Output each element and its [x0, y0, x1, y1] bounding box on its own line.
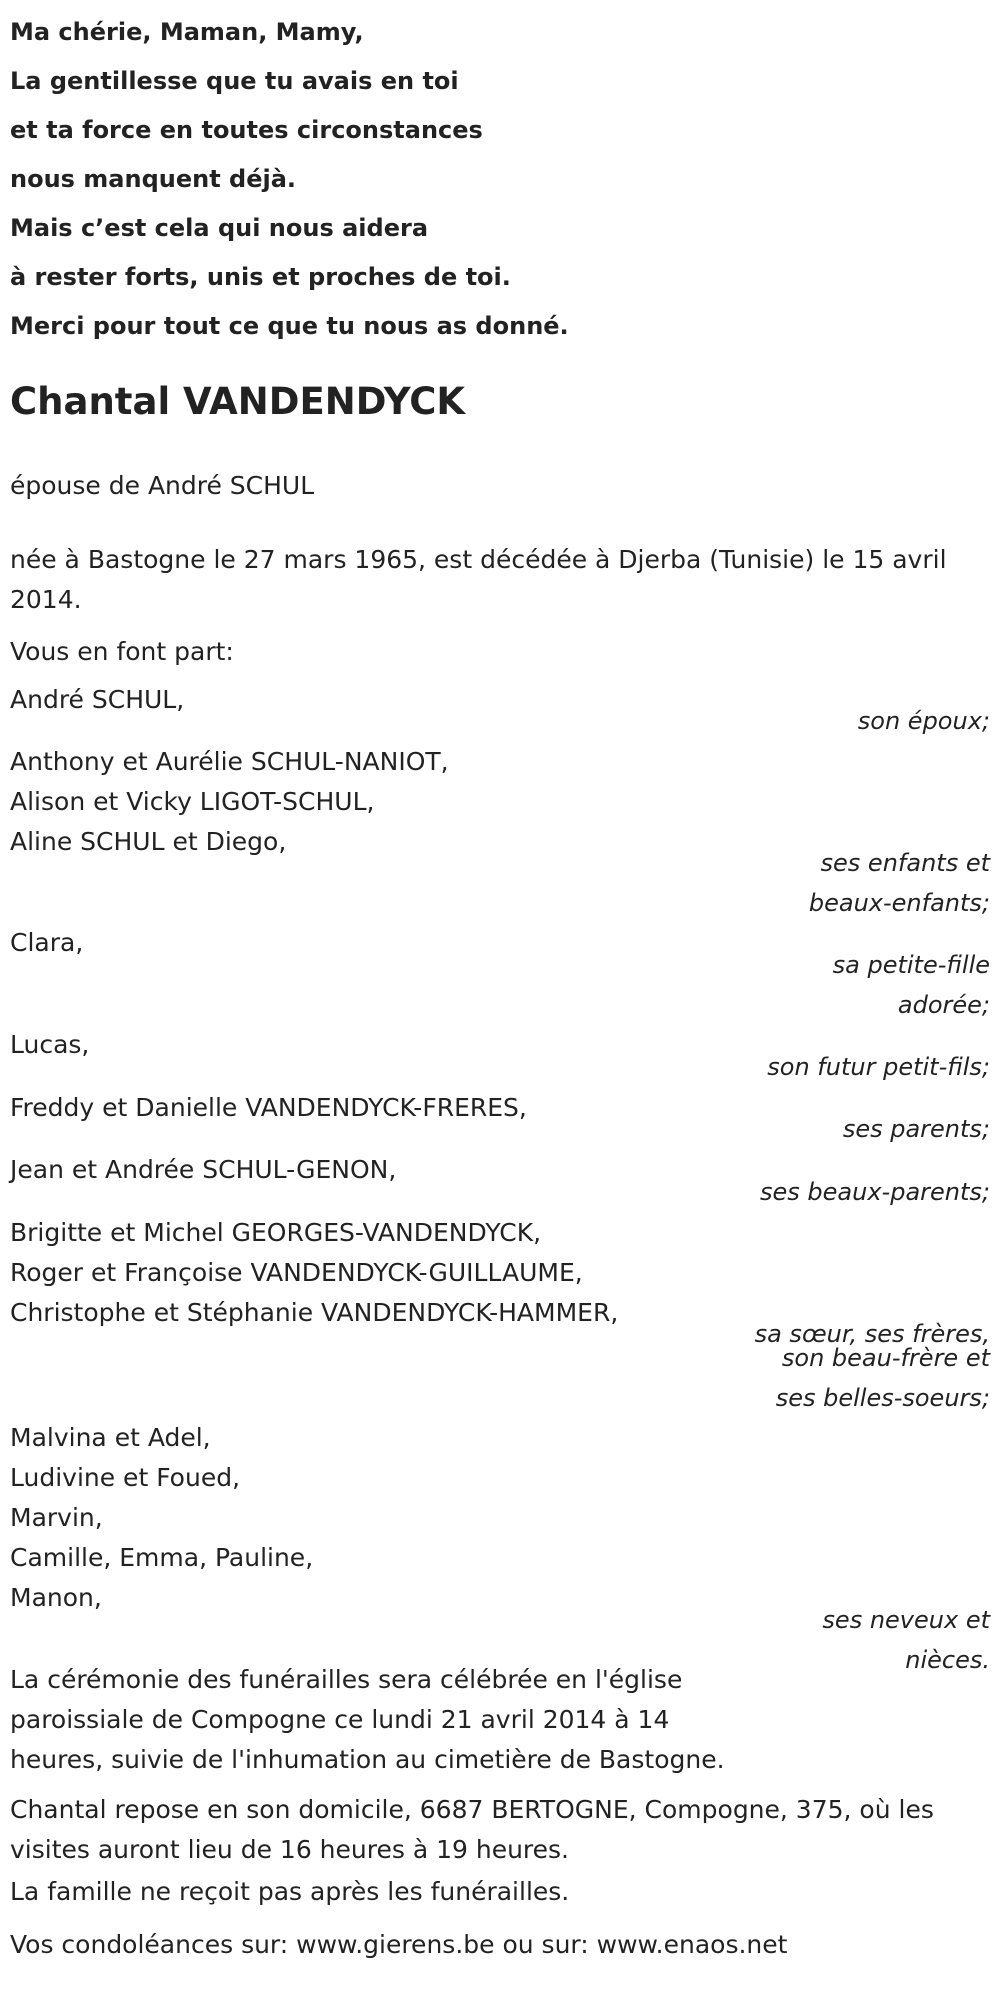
relation-label: son beau-frère et: [781, 1344, 990, 1372]
family-note: La famille ne reçoit pas après les funérailles.: [10, 1877, 570, 1906]
family-name-line: Lucas,: [10, 1030, 90, 1059]
poem-line: et ta force en toutes circonstances: [10, 116, 483, 144]
relation-label: ses beaux-parents;: [760, 1178, 990, 1206]
relation-label: beaux-enfants;: [808, 889, 990, 917]
relation-label: ses enfants et: [820, 849, 990, 877]
family-name-line: Freddy et Danielle VANDENDYCK-FRERES,: [10, 1093, 527, 1122]
family-name-line: Anthony et Aurélie SCHUL-NANIOT,: [10, 747, 449, 776]
relation-label: son époux;: [857, 707, 990, 735]
relation-label: son futur petit-fils;: [767, 1053, 990, 1081]
family-name-line: Jean et Andrée SCHUL-GENON,: [10, 1155, 397, 1184]
family-name-line: Alison et Vicky LIGOT-SCHUL,: [10, 787, 375, 816]
family-name-line: Clara,: [10, 928, 84, 957]
poem-line: La gentillesse que tu avais en toi: [10, 67, 459, 95]
spouse-line: épouse de André SCHUL: [10, 471, 315, 500]
relation-label: sa sœur, ses frères,: [754, 1320, 990, 1348]
announcement-text: Vous en font part:: [10, 637, 234, 666]
relation-label: sa petite-fille: [832, 951, 990, 979]
family-name-line: Aline SCHUL et Diego,: [10, 827, 287, 856]
rest-text: Chantal repose en son domicile, 6687 BERTOGNE, Compogne, 375, où les visites auront lieu de 16 heures à 19 heures.: [10, 1795, 934, 1864]
family-name-line: Ludivine et Foued,: [10, 1463, 241, 1492]
family-name-line: Roger et Françoise VANDENDYCK-GUILLAUME,: [10, 1258, 583, 1287]
relation-label: ses parents;: [842, 1115, 990, 1143]
family-name-line: André SCHUL,: [10, 685, 185, 714]
family-name-line: Brigitte et Michel GEORGES-VANDENDYCK,: [10, 1218, 542, 1247]
family-name-line: Manon,: [10, 1583, 102, 1612]
poem-line: Mais c’est cela qui nous aidera: [10, 214, 429, 242]
family-name-line: Marvin,: [10, 1503, 103, 1532]
relation-label: nièces.: [905, 1646, 990, 1674]
family-name-line: Camille, Emma, Pauline,: [10, 1543, 314, 1572]
poem-line: nous manquent déjà.: [10, 165, 297, 193]
relation-label: ses belles-soeurs;: [775, 1384, 990, 1412]
poem-line: Ma chérie, Maman, Mamy,: [10, 18, 364, 46]
condolences-text: Vos condoléances sur: www.gierens.be ou sur: www.enaos.net: [10, 1930, 788, 1959]
poem-line: Merci pour tout ce que tu nous as donné.: [10, 312, 569, 340]
birth-death-text: née à Bastogne le 27 mars 1965, est décédée à Djerba (Tunisie) le 15 avril 2014.: [10, 545, 947, 614]
relation-label: ses neveux et: [822, 1606, 990, 1634]
poem: [10, 8, 770, 351]
family-name-line: Christophe et Stéphanie VANDENDYCK-HAMMER,: [10, 1298, 619, 1327]
deceased-name: Chantal VANDENDYCK: [10, 380, 466, 423]
relation-label: adorée;: [897, 991, 990, 1019]
family-name-line: Malvina et Adel,: [10, 1423, 211, 1452]
ceremony-text: La cérémonie des funérailles sera célébrée en l'église paroissiale de Compogne ce lundi 21 avril 2014 à 14 heures, suivie de l'inhumation au cimetière de Bastogne.: [10, 1665, 725, 1774]
poem-line: à rester forts, unis et proches de toi.: [10, 263, 511, 291]
